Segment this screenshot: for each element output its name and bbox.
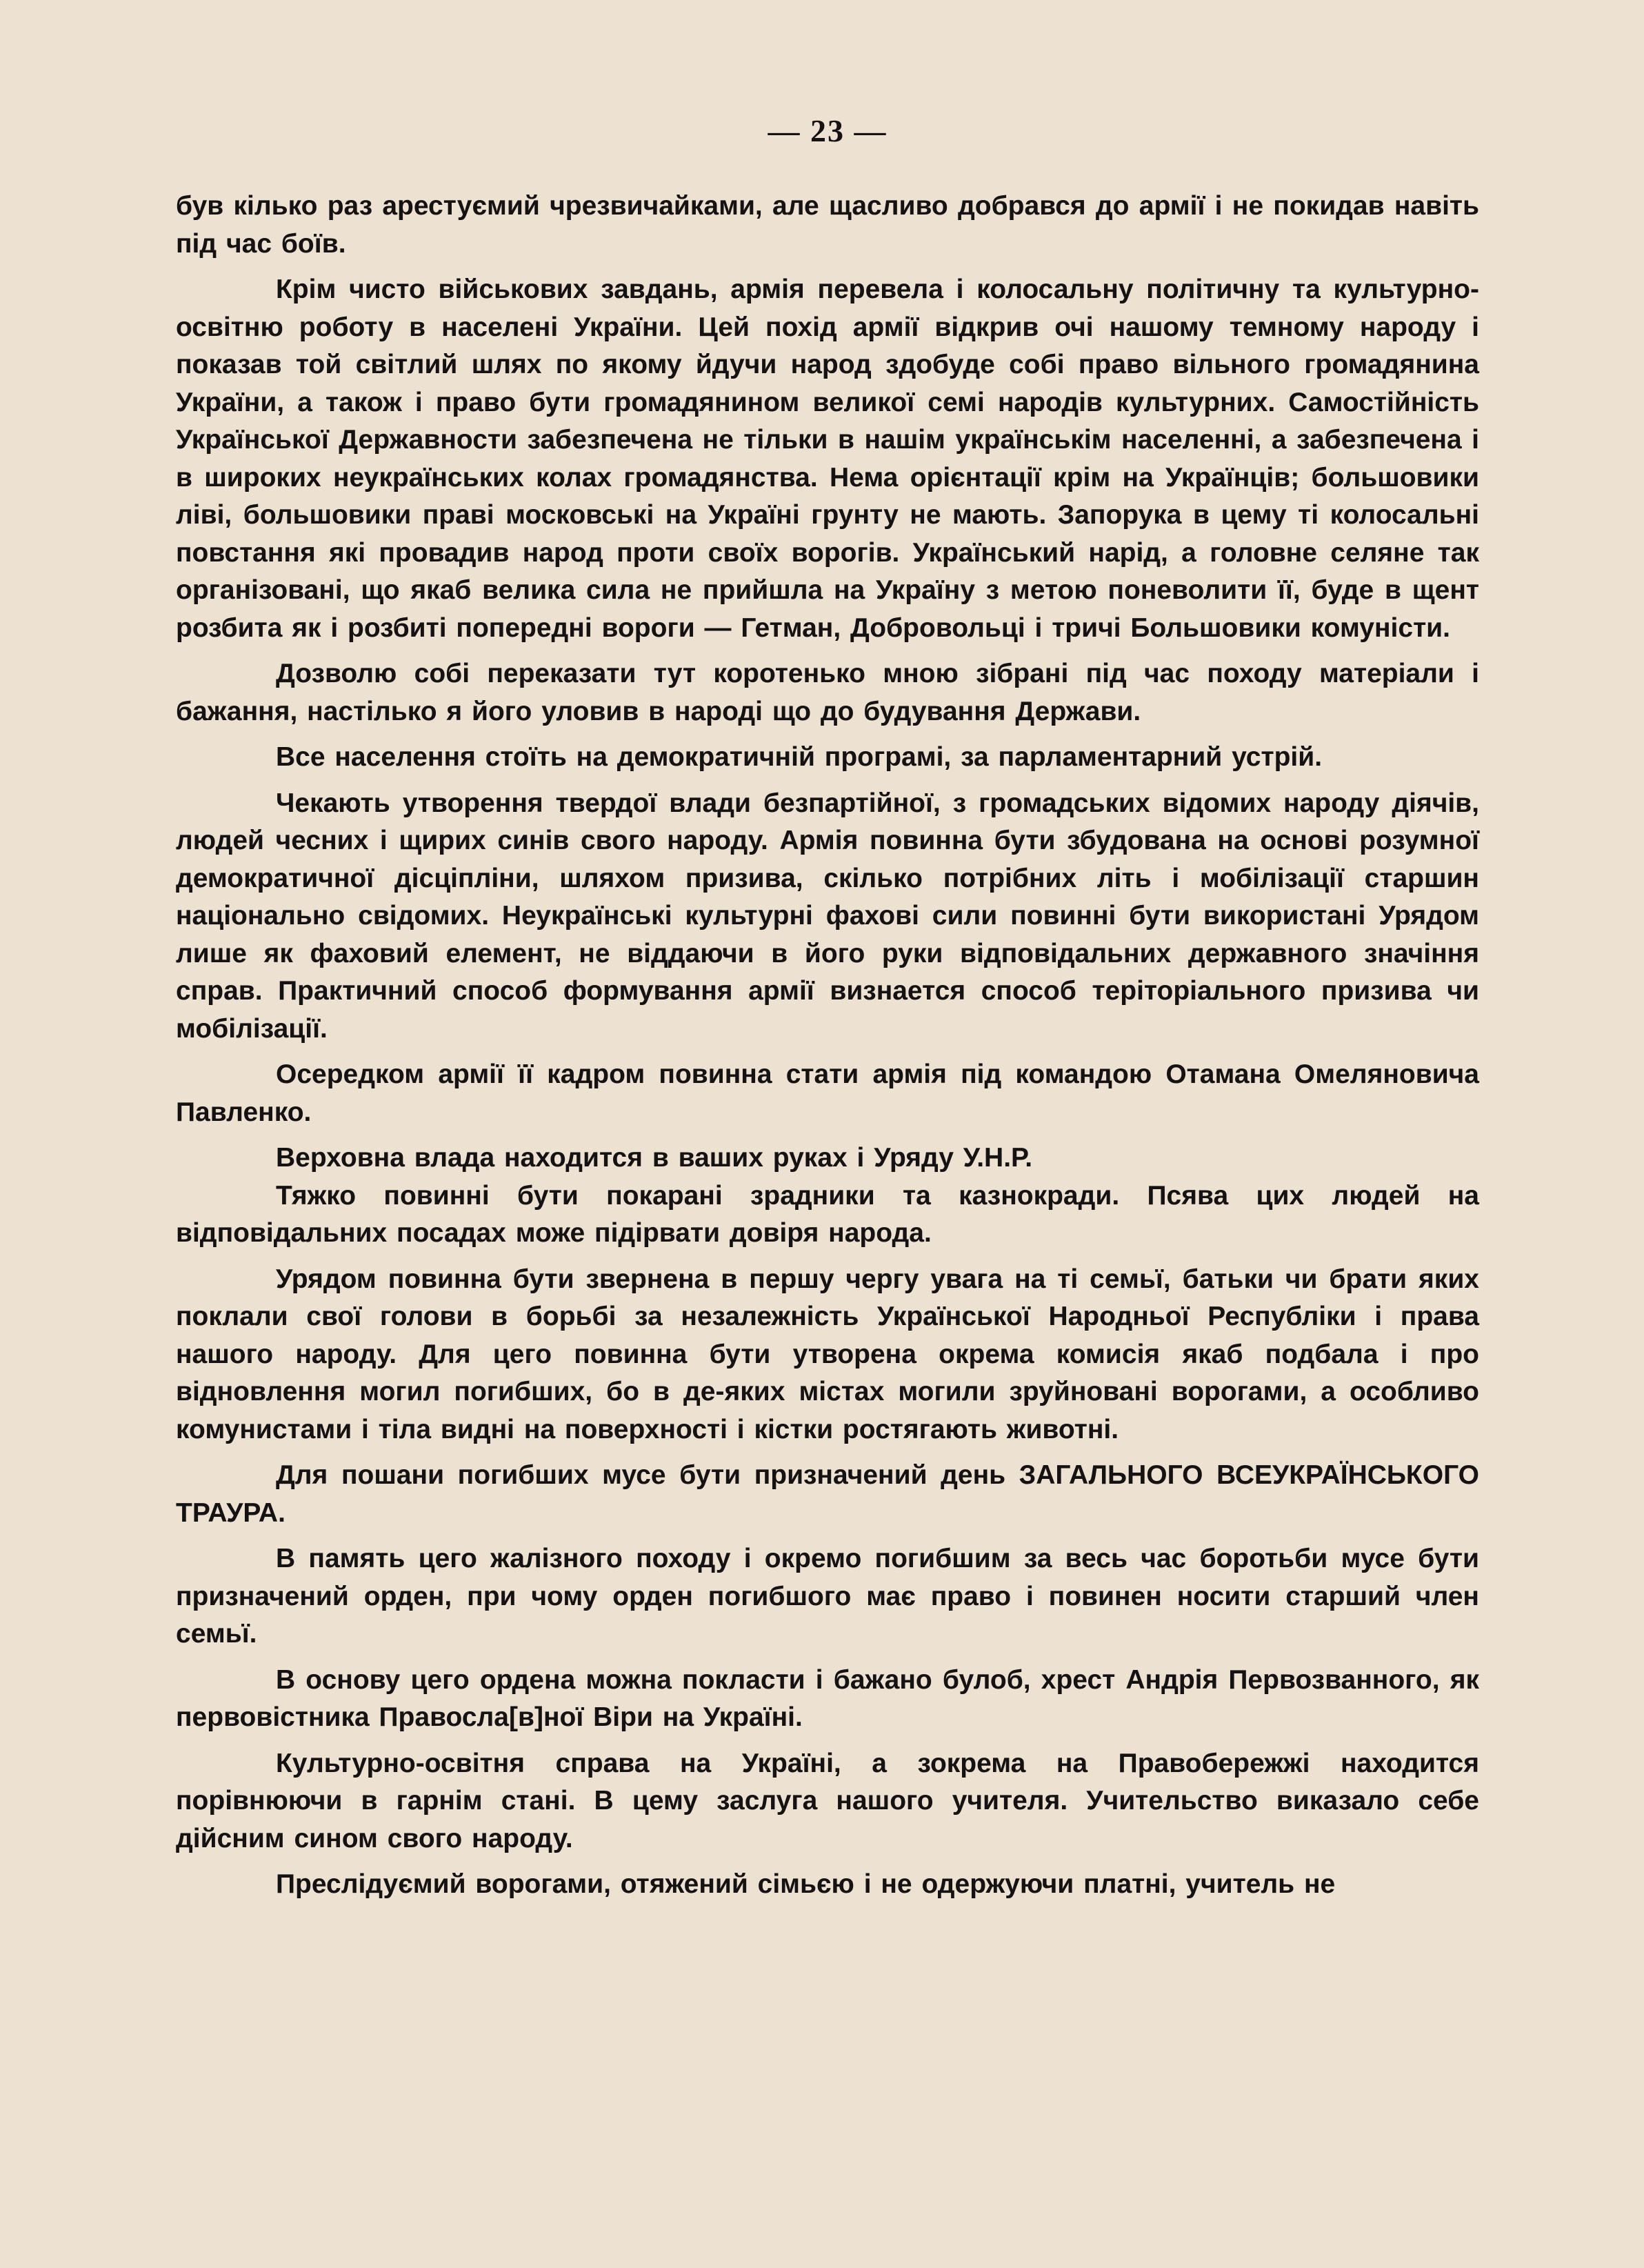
paragraph: Дозволю собі переказати тут коротенько мною зібрані під час походу матеріали і бажання, настілько я його уловив в народі що до будування Держави. <box>176 659 1479 726</box>
paragraph: Урядом повинна бути звернена в першу чергу увага на ті семьї, батьки чи брати яких поклали свої голови в борьбі за незалежність Української Народньої Республіки і права нашого народу. Для цего повинна бути утворена окрема комисія якаб подбала і про відновлення могил погибших, бо в де-яких містах могили зруйновані ворогами, а особливо комунистами і тіла видні на поверхності і кістки ростягають животні. <box>176 1264 1479 1444</box>
paragraph: Верховна влада находится в ваших руках і Уряду У.Н.Р. <box>276 1143 1033 1173</box>
paragraph: був кілько раз арестуємий чрезвичайками, але щасливо добрався до армії і не покидав навіть під час боїв. <box>176 191 1479 259</box>
document-page <box>176 103 1479 1904</box>
paragraph: Чекають утворення твердої влади безпартійної, з громадських відомих народу діячів, людей чесних і щирих синів свого народу. Армія повинна бути збудована на основі розумної демократичної дісціпліни, шляхом призива, скілько потрібних літь і мобілізації старшин національно свідомих. Неукраїнські культурні фахові сили повинні бути використані Урядом лише як фаховий елемент, не віддаючи в його руки відповідальних державного значіння справ. Практичний способ формування армії визнается способ теріторіального призива чи мобілізації. <box>176 788 1479 1044</box>
paragraph: Все населення стоїть на демократичній програмі, за парламентарний устрій. <box>276 742 1323 772</box>
paragraph: В основу цего ордена можна покласти і бажано булоб, хрест Андрія Первозванного, як первовістника Правосла[в]ної Віри на Україні. <box>176 1664 1479 1732</box>
paragraph: В память цего жалізного походу і окремо погибшим за весь час боротьби мусе бути призначений орден, при чому орден погибшого має право і повинен носити старший член семьї. <box>176 1544 1479 1649</box>
paragraph: Для пошани погибших мусе бути призначений день ЗАГАЛЬНОГО ВСЕУКРАЇНСЬКОГО ТРАУРА. <box>176 1460 1479 1528</box>
paragraph: Культурно-освітня справа на Україні, а зокрема на Правобережжі находится порівнюючи в гарнім стані. В цему заслуга нашого учителя. Учительство виказало себе дійсним сином свого народу. <box>176 1748 1479 1853</box>
paragraph: Преслідуємий ворогами, отяжений сімьєю і не одержуючи платні, учитель не <box>276 1869 1336 1899</box>
paragraph: Крім чисто військових завдань, армія перевела і колосальну політичну та культурно-освітню роботу в населені України. Цей похід армії відкрив очі нашому темному народу і показав той світлий шлях по якому йдучи народ здобуде собі право вільного громадянина України, а також і право бути громадянином великої семі народів культурних. Самостійність Української Державности забезпечена не тільки в нашім українськім населенні, а забезпечена і в широких неукраїнських колах громадянства. Нема орієнтації крім на Українців; большовики ліві, большовики праві московські на Україні грунту не мають. Запорука в цему ті колосальні повстання які провадив народ проти своїх ворогів. Український нарід, а головне селяне так організовані, що якаб велика сила не прийшла на Україну з метою поневолити її, буде в щент розбита як і розбиті попередні вороги — Гетман, Добровольці і тричі Большовики комуністи. <box>176 275 1479 643</box>
paragraph: Тяжко повинні бути покарані зрадники та казнокради. Псява цих людей на відповідальних посадах може підірвати довіря народа. <box>176 1180 1479 1248</box>
page-number: — 23 — <box>768 113 888 148</box>
document-body <box>176 188 1479 1904</box>
paragraph: Осередком армії її кадром повинна стати армія під командою Отамана Омеляновича Павленко. <box>176 1060 1479 1127</box>
